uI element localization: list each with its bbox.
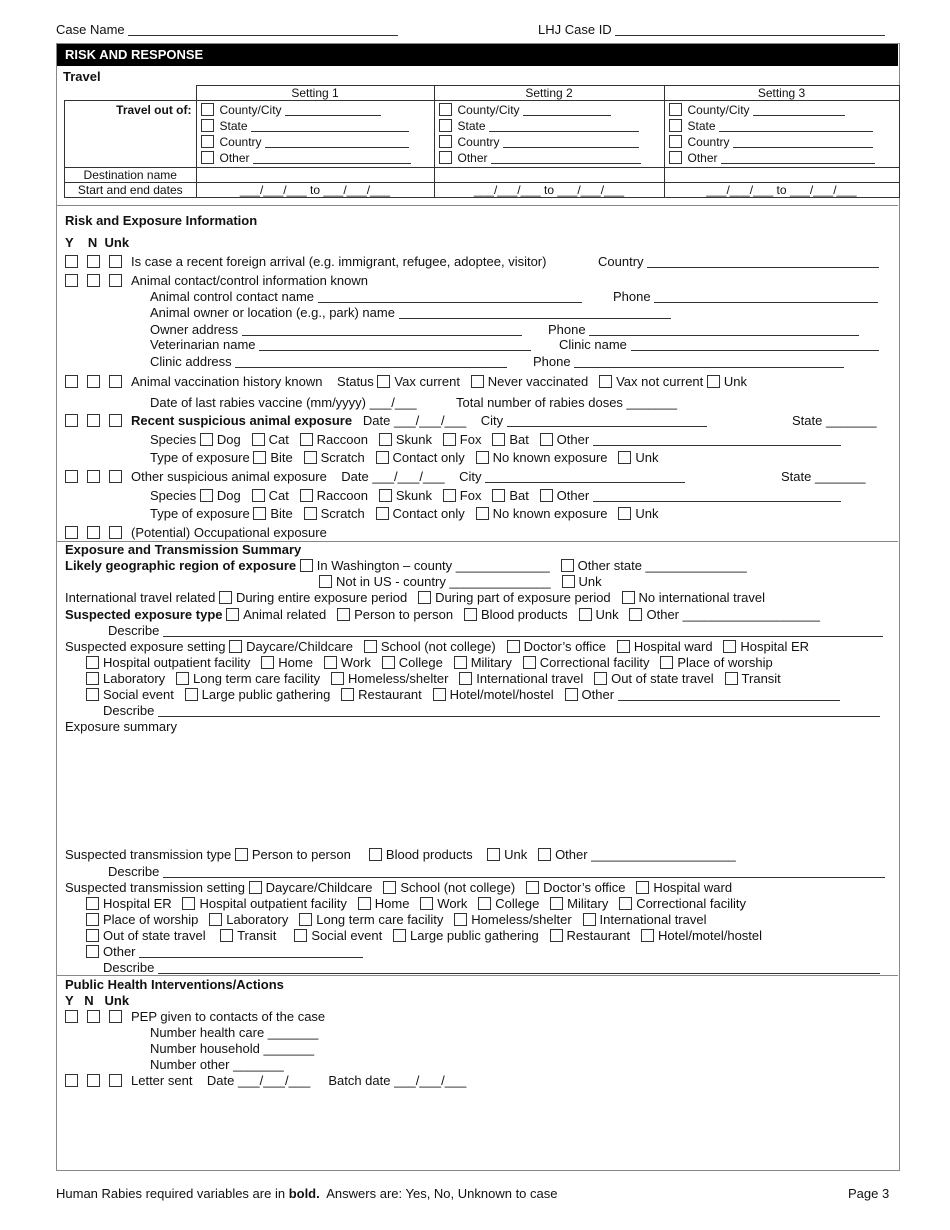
checkbox[interactable] — [540, 489, 553, 502]
trans-other-field[interactable]: Other — [86, 944, 363, 959]
checkbox[interactable] — [364, 640, 377, 653]
exp-setting-row-1[interactable]: Suspected exposure setting Daycare/Childcare School (not college) Doctor’s office Hospital ward Hospital ER — [65, 639, 810, 654]
checkbox[interactable] — [65, 255, 78, 268]
destination-label: Destination name — [65, 168, 197, 183]
checkbox[interactable] — [669, 119, 682, 132]
checkbox[interactable] — [629, 608, 642, 621]
checkbox[interactable] — [471, 375, 484, 388]
checkbox[interactable] — [492, 433, 505, 446]
other-species-row[interactable]: Species Dog Cat Raccoon Skunk Fox Bat Other — [150, 488, 841, 503]
checkbox[interactable] — [200, 433, 213, 446]
checkbox[interactable] — [109, 375, 122, 388]
checkbox[interactable] — [617, 640, 630, 653]
trans-setting-describe-field[interactable]: Describe — [103, 960, 880, 975]
checkbox[interactable] — [300, 433, 313, 446]
checkbox[interactable] — [87, 255, 100, 268]
checkbox[interactable] — [304, 507, 317, 520]
checkbox[interactable] — [341, 688, 354, 701]
checkbox[interactable] — [209, 913, 222, 926]
checkbox[interactable] — [87, 526, 100, 539]
checkbox[interactable] — [109, 526, 122, 539]
checkbox[interactable] — [641, 929, 654, 942]
checkbox[interactable] — [300, 489, 313, 502]
occupational-row[interactable]: (Potential) Occupational exposure — [65, 525, 327, 540]
travel-out-of-label: Travel out of: — [65, 101, 197, 168]
checkbox[interactable] — [331, 672, 344, 685]
dates-2[interactable]: ___/___/___ to ___/___/___ — [434, 183, 664, 198]
checkbox[interactable] — [109, 1074, 122, 1087]
checkbox[interactable] — [109, 414, 122, 427]
checkbox[interactable] — [86, 945, 99, 958]
checkbox[interactable] — [540, 433, 553, 446]
checkbox[interactable] — [369, 848, 382, 861]
setting-3-options[interactable]: County/City State Country Other — [664, 101, 899, 168]
checkbox[interactable] — [229, 640, 242, 653]
exp-describe-field[interactable]: Describe — [108, 623, 883, 638]
checkbox[interactable] — [636, 881, 649, 894]
setting-1-header: Setting 1 — [196, 86, 434, 101]
checkbox[interactable] — [358, 897, 371, 910]
checkbox[interactable] — [337, 608, 350, 621]
checkbox[interactable] — [300, 559, 313, 572]
checkbox[interactable] — [550, 929, 563, 942]
checkbox[interactable] — [478, 897, 491, 910]
checkbox[interactable] — [723, 640, 736, 653]
checkbox[interactable] — [454, 656, 467, 669]
checkbox[interactable] — [86, 897, 99, 910]
checkbox[interactable] — [65, 1010, 78, 1023]
other-type-row[interactable]: Type of exposure Bite Scratch Contact only No known exposure Unk — [150, 506, 659, 521]
checkbox[interactable] — [253, 451, 266, 464]
animal-contact-row[interactable]: Animal contact/control information known — [65, 273, 368, 288]
setting-1-options[interactable]: County/City State Country Other — [196, 101, 434, 168]
checkbox[interactable] — [379, 433, 392, 446]
checkbox[interactable] — [660, 656, 673, 669]
checkbox[interactable] — [201, 119, 214, 132]
checkbox[interactable] — [565, 688, 578, 701]
checkbox[interactable] — [87, 414, 100, 427]
checkbox[interactable] — [87, 470, 100, 483]
trans-setting-row-3[interactable]: Place of worship Laboratory Long term care facility Homeless/shelter International travel — [86, 912, 706, 927]
checkbox[interactable] — [201, 103, 214, 116]
checkbox[interactable] — [182, 897, 195, 910]
letter-row[interactable]: Letter sent Date ___/___/___ Batch date ___/___/___ — [65, 1073, 466, 1088]
checkbox[interactable] — [226, 608, 239, 621]
risk-title: Risk and Exposure Information — [65, 213, 258, 228]
exposure-summary-label: Exposure summary — [65, 719, 177, 734]
travel-table — [64, 85, 900, 198]
destination-1[interactable] — [196, 168, 434, 183]
checkbox[interactable] — [294, 929, 307, 942]
checkbox[interactable] — [439, 135, 452, 148]
checkbox[interactable] — [561, 559, 574, 572]
checkbox[interactable] — [487, 848, 500, 861]
checkbox[interactable] — [550, 897, 563, 910]
checkbox[interactable] — [201, 135, 214, 148]
checkbox[interactable] — [87, 1074, 100, 1087]
recent-type-row[interactable]: Type of exposure Bite Scratch Contact only No known exposure Unk — [150, 450, 659, 465]
checkbox[interactable] — [669, 135, 682, 148]
section-title: RISK AND RESPONSE — [57, 44, 898, 66]
exp-setting-row-4[interactable]: Social event Large public gathering Restaurant Hotel/motel/hostel Other — [86, 687, 840, 702]
checkbox[interactable] — [464, 608, 477, 621]
checkbox[interactable] — [492, 489, 505, 502]
checkbox[interactable] — [622, 591, 635, 604]
checkbox[interactable] — [377, 375, 390, 388]
footer-note: Human Rabies required variables are in bold. Answers are: Yes, No, Unknown to case — [56, 1186, 558, 1201]
checkbox[interactable] — [476, 451, 489, 464]
clinic-address-field[interactable]: Clinic address — [150, 354, 507, 369]
checkbox[interactable] — [65, 414, 78, 427]
checkbox[interactable] — [109, 470, 122, 483]
trans-setting-row-2[interactable]: Hospital ER Hospital outpatient facility Home Work College Military Correctional facility — [86, 896, 746, 911]
checkbox[interactable] — [86, 672, 99, 685]
country-field[interactable]: Country — [598, 254, 879, 269]
checkbox[interactable] — [538, 848, 551, 861]
checkbox[interactable] — [439, 103, 452, 116]
checkbox[interactable] — [669, 103, 682, 116]
setting-describe-field[interactable]: Describe — [103, 703, 880, 718]
checkbox[interactable] — [594, 672, 607, 685]
checkbox[interactable] — [65, 470, 78, 483]
case-name-field[interactable]: Case Name — [56, 22, 398, 37]
checkbox[interactable] — [185, 688, 198, 701]
checkbox[interactable] — [443, 489, 456, 502]
summary-title: Exposure and Transmission Summary — [65, 542, 302, 557]
checkbox[interactable] — [200, 489, 213, 502]
page-number: Page 3 — [848, 1186, 890, 1201]
checkbox[interactable] — [526, 881, 539, 894]
ynu-header: Y N Unk — [65, 235, 130, 250]
checkbox[interactable] — [261, 656, 274, 669]
checkbox[interactable] — [86, 929, 99, 942]
checkbox[interactable] — [439, 151, 452, 164]
foreign-arrival-row[interactable]: Is case a recent foreign arrival (e.g. immigrant, refugee, adoptee, visitor) — [65, 254, 546, 269]
checkbox[interactable] — [252, 433, 265, 446]
checkbox[interactable] — [87, 1010, 100, 1023]
other-state-field[interactable]: State _______ — [781, 469, 866, 484]
number-other-field[interactable]: Number other _______ — [150, 1057, 284, 1072]
dates-1[interactable]: ___/___/___ to ___/___/___ — [196, 183, 434, 198]
trans-setting-row-1[interactable]: Suspected transmission setting Daycare/Childcare School (not college) Doctor’s office Hospital ward — [65, 880, 733, 895]
setting-2-options[interactable]: County/City State Country Other — [434, 101, 664, 168]
checkbox[interactable] — [393, 929, 406, 942]
animal-owner-field[interactable]: Animal owner or location (e.g., park) name — [150, 305, 671, 320]
checkbox[interactable] — [418, 591, 431, 604]
total-doses-field[interactable]: Total number of rabies doses _______ — [456, 395, 678, 410]
owner-phone-field[interactable]: Phone — [548, 322, 859, 337]
checkbox[interactable] — [219, 591, 232, 604]
dates-label: Start and end dates — [65, 183, 197, 198]
clinic-name-field[interactable]: Clinic name — [559, 337, 879, 352]
checkbox[interactable] — [176, 672, 189, 685]
checkbox[interactable] — [87, 375, 100, 388]
travel-title: Travel — [63, 69, 101, 84]
checkbox[interactable] — [383, 881, 396, 894]
recent-exposure-row[interactable]: Recent suspicious animal exposure Date ___/___/___ City — [65, 413, 707, 428]
checkbox[interactable] — [235, 848, 248, 861]
checkbox[interactable] — [253, 507, 266, 520]
dates-3[interactable]: ___/___/___ to ___/___/___ — [664, 183, 899, 198]
checkbox[interactable] — [476, 507, 489, 520]
checkbox[interactable] — [420, 897, 433, 910]
checkbox[interactable] — [324, 656, 337, 669]
checkbox[interactable] — [443, 433, 456, 446]
checkbox[interactable] — [299, 913, 312, 926]
checkbox[interactable] — [109, 274, 122, 287]
checkbox[interactable] — [201, 151, 214, 164]
exp-setting-row-3[interactable]: Laboratory Long term care facility Homeless/shelter International travel Out of state travel Transit — [86, 671, 781, 686]
checkbox[interactable] — [86, 656, 99, 669]
recent-state-field[interactable]: State _______ — [792, 413, 877, 428]
checkbox[interactable] — [65, 375, 78, 388]
checkbox[interactable] — [252, 489, 265, 502]
checkbox[interactable] — [583, 913, 596, 926]
destination-2[interactable] — [434, 168, 664, 183]
setting-2-header: Setting 2 — [434, 86, 664, 101]
geo-row-2[interactable]: Not in US - country ______________ Unk — [319, 574, 602, 589]
checkbox[interactable] — [579, 608, 592, 621]
destination-3[interactable] — [664, 168, 899, 183]
last-vaccine-field[interactable]: Date of last rabies vaccine (mm/yyyy) ___/___ — [150, 395, 417, 410]
checkbox[interactable] — [109, 255, 122, 268]
trans-describe-field[interactable]: Describe — [108, 864, 885, 879]
veterinarian-field[interactable]: Veterinarian name — [150, 337, 531, 352]
recent-species-row[interactable]: Species Dog Cat Raccoon Skunk Fox Bat Other — [150, 432, 841, 447]
owner-address-field[interactable]: Owner address — [150, 322, 522, 337]
pep-row[interactable]: PEP given to contacts of the case — [65, 1009, 325, 1024]
checkbox[interactable] — [65, 1074, 78, 1087]
checkbox[interactable] — [109, 1010, 122, 1023]
checkbox[interactable] — [376, 507, 389, 520]
checkbox[interactable] — [618, 507, 631, 520]
geo-row[interactable]: Likely geographic region of exposure In Washington – county _____________ Other state ______________ — [65, 558, 747, 573]
checkbox[interactable] — [599, 375, 612, 388]
checkbox[interactable] — [562, 575, 575, 588]
checkbox[interactable] — [523, 656, 536, 669]
trans-setting-row-4[interactable]: Out of state travel Transit Social event Large public gathering Restaurant Hotel/motel/hostel — [86, 928, 762, 943]
checkbox[interactable] — [86, 913, 99, 926]
checkbox[interactable] — [382, 656, 395, 669]
animal-control-phone-field[interactable]: Phone — [613, 289, 878, 304]
checkbox[interactable] — [319, 575, 332, 588]
checkbox[interactable] — [376, 451, 389, 464]
exp-setting-row-2[interactable]: Hospital outpatient facility Home Work College Military Correctional facility Place of worship — [86, 655, 773, 670]
checkbox[interactable] — [725, 672, 738, 685]
checkbox[interactable] — [65, 526, 78, 539]
number-health-care-field[interactable]: Number health care _______ — [150, 1025, 319, 1040]
checkbox[interactable] — [707, 375, 720, 388]
clinic-phone-field[interactable]: Phone — [533, 354, 844, 369]
checkbox[interactable] — [618, 451, 631, 464]
animal-control-name-field[interactable]: Animal control contact name — [150, 289, 582, 304]
checkbox[interactable] — [87, 274, 100, 287]
intl-row[interactable]: International travel related During entire exposure period During part of exposure period No international travel — [65, 590, 765, 605]
lhj-case-id-field[interactable]: LHJ Case ID — [538, 22, 885, 37]
other-exposure-row[interactable]: Other suspicious animal exposure Date ___/___/___ City — [65, 469, 685, 484]
setting-3-header: Setting 3 — [664, 86, 899, 101]
checkbox[interactable] — [619, 897, 632, 910]
number-household-field[interactable]: Number household _______ — [150, 1041, 315, 1056]
checkbox[interactable] — [454, 913, 467, 926]
checkbox[interactable] — [459, 672, 472, 685]
trans-type-row[interactable]: Suspected transmission type Person to person Blood products Unk Other ____________________ — [65, 847, 736, 862]
checkbox[interactable] — [65, 274, 78, 287]
vacc-history-row[interactable]: Animal vaccination history known Status Vax current Never vaccinated Vax not current Unk — [65, 374, 747, 389]
checkbox[interactable] — [379, 489, 392, 502]
checkbox[interactable] — [220, 929, 233, 942]
checkbox[interactable] — [433, 688, 446, 701]
checkbox[interactable] — [304, 451, 317, 464]
checkbox[interactable] — [249, 881, 262, 894]
checkbox[interactable] — [439, 119, 452, 132]
checkbox[interactable] — [669, 151, 682, 164]
checkbox[interactable] — [507, 640, 520, 653]
ph-title: Public Health Interventions/Actions — [65, 977, 284, 992]
exp-type-row[interactable]: Suspected exposure type Animal related Person to person Blood products Unk Other ___________________ — [65, 607, 820, 622]
checkbox[interactable] — [86, 688, 99, 701]
ph-ynu-header: Y N Unk — [65, 993, 130, 1008]
